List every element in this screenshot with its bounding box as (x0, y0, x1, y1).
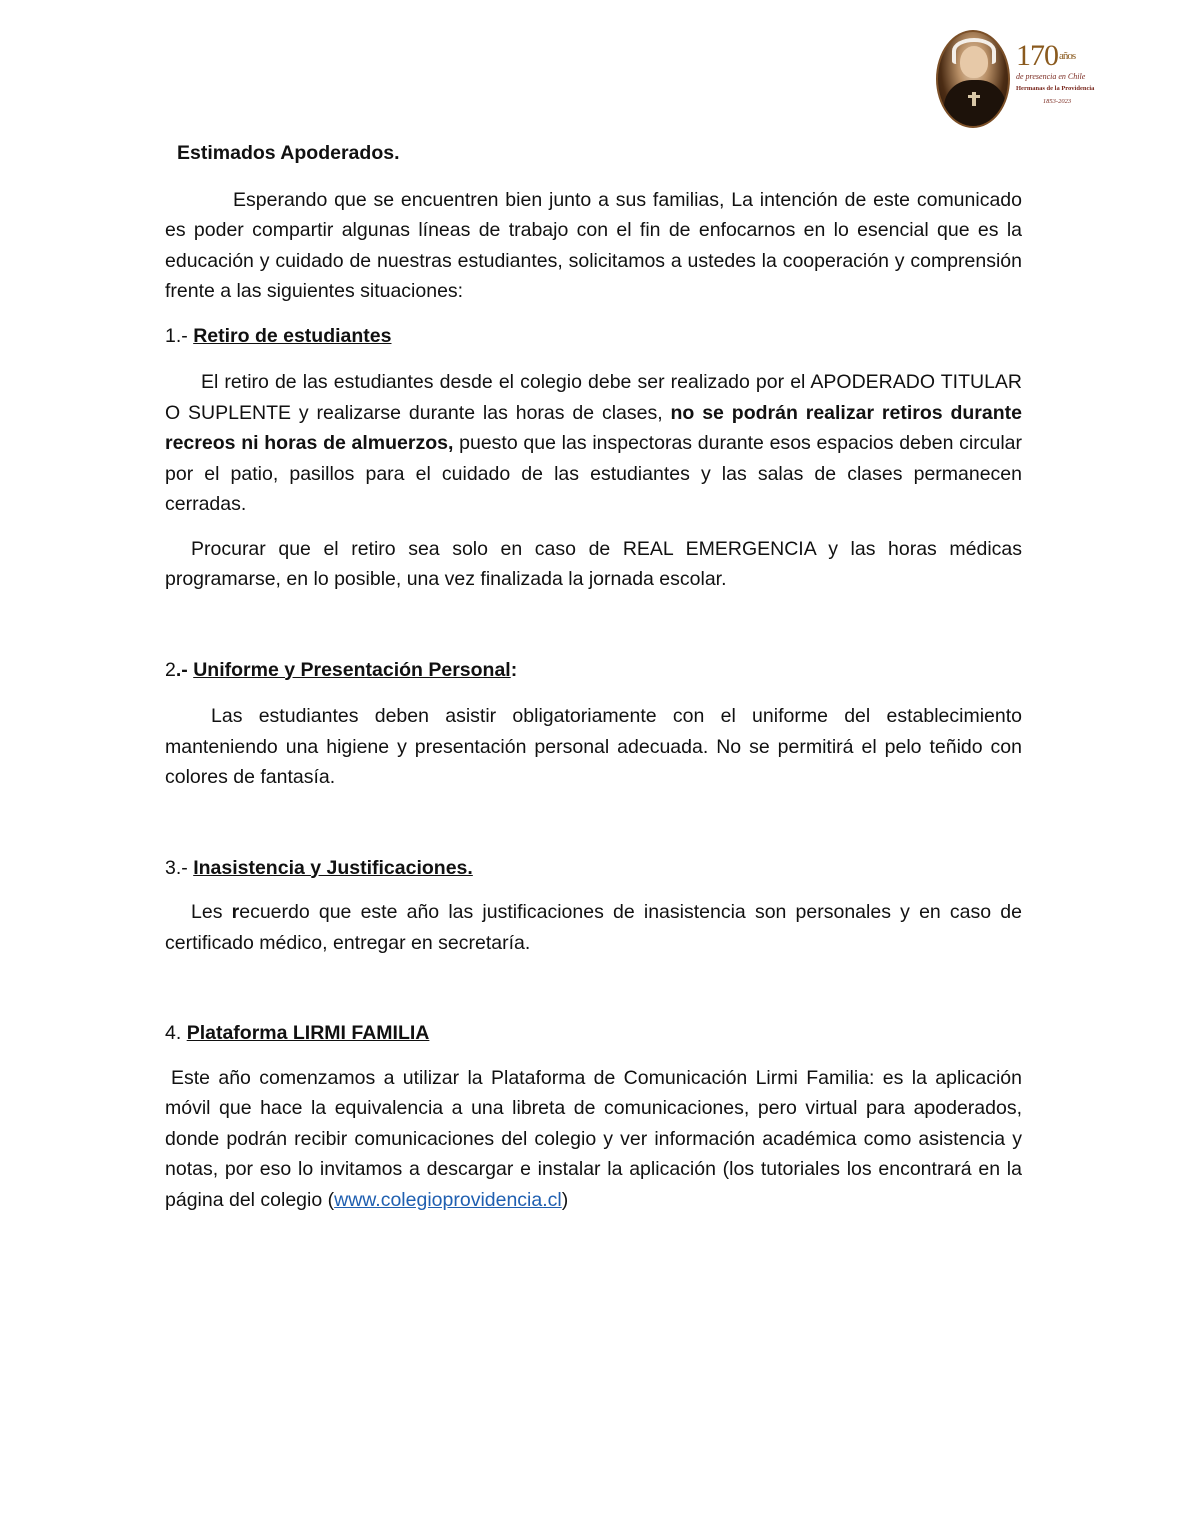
greeting: Estimados Apoderados. (177, 142, 400, 164)
school-website-link[interactable]: www.colegioprovidencia.cl (334, 1188, 562, 1211)
section-1-title: Retiro de estudiantes (193, 324, 392, 347)
document-body (165, 138, 1022, 1215)
logo-tagline: de presencia en Chile (1016, 72, 1086, 81)
section-3-paragraph-1: Les recuerdo que este año las justificaciones de inasistencia son personales y en caso de certificado médico, entregar en secretaría. (165, 901, 1022, 954)
section-3-title: Inasistencia y Justificaciones. (193, 856, 473, 879)
section-3-heading: 3.- Inasistencia y Justificaciones. (165, 856, 473, 879)
section-1-heading: 1.- Retiro de estudiantes (165, 324, 392, 347)
founder-portrait-image (936, 30, 1010, 128)
logo-congregation: Hermanas de la Providencia (1016, 85, 1095, 92)
section-4-title: Plataforma LIRMI FAMILIA (186, 1022, 430, 1044)
section-1-paragraph-1: El retiro de las estudiantes desde el colegio debe ser realizado por el APODERADO TITULAR O SUPLENTE y realizarse durante las horas de clases, no se podrán realizar retiros durante recreos ni horas de almuerzos, puesto que las inspectoras durante esos espacios deben circular por el patio, pasillos para el cuidado de las estudiantes y las salas de clases permanecen cerradas. (165, 371, 1023, 515)
logo-text (1016, 39, 1098, 105)
section-4-heading: 4. Plataforma LIRMI FAMILIA (165, 1022, 430, 1044)
section-2-title: Uniforme y Presentación Personal (193, 658, 511, 681)
section-2-paragraph-1: Las estudiantes deben asistir obligatoriamente con el uniforme del establecimiento manteniendo una higiene y presentación personal adecuada. No se permitirá el pelo teñido con colores de fantasía. (165, 705, 1022, 788)
school-anniversary-logo (936, 30, 1096, 130)
section-4-paragraph-1: Este año comenzamos a utilizar la Plataforma de Comunicación Lirmi Familia: es la aplicación móvil que hace la equivalencia a una libreta de comunicaciones, pero virtual para apoderados, donde podrán recibir comunicaciones del colegio y ver información académica como asistencia y notas, por eso lo invitamos a descargar e instalar la aplicación (los tutoriales los encontrará en la página del colegio (www.colegioprovidencia.cl) (165, 1066, 1022, 1211)
logo-number: $170^{años}$ (1016, 39, 1076, 72)
section-1-paragraph-2: Procurar que el retiro sea solo en caso de REAL EMERGENCIA y las horas médicas programarse, en lo posible, una vez finalizada la jornada escolar. (165, 537, 1022, 590)
section-2-heading: 2.- Uniforme y Presentación Personal: (165, 658, 518, 681)
logo-years: 1853-2023 (1042, 98, 1072, 105)
intro-paragraph: Esperando que se encuentren bien junto a sus familias, La intención de este comunicado es poder compartir algunas líneas de trabajo con el fin de enfocarnos en lo esencial que es la educación y cuidado de nuestras estudiantes, solicitamos a ustedes la cooperación y comprensión frente a las siguientes situaciones: (165, 188, 1022, 302)
